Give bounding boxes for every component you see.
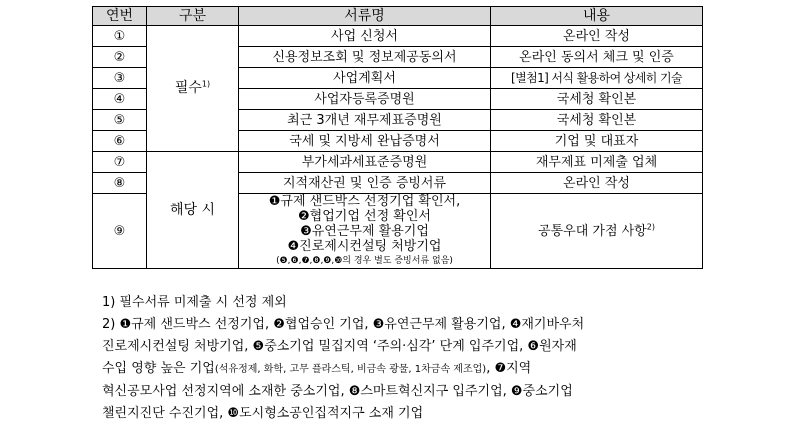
doc-line: ❸유연근무제 활용기업 bbox=[300, 224, 429, 239]
row-document-list bbox=[239, 194, 491, 269]
footnote-2-line: 2) ❶규제 샌드박스 선정기업, ❷협업승인 기업, ❸유연근무제 활용기업, ❹재기바우처 bbox=[102, 317, 585, 332]
row-content: 재무제표 미제출 업체 bbox=[491, 152, 703, 173]
row-no: ⑦ bbox=[93, 152, 147, 173]
row-no: ① bbox=[93, 26, 147, 47]
row-no: ③ bbox=[93, 68, 147, 89]
row-content: 온라인 작성 bbox=[491, 26, 703, 47]
header-no: 연번 bbox=[93, 7, 147, 26]
row-no: ② bbox=[93, 47, 147, 68]
row-document: 사업 신청서 bbox=[239, 26, 491, 47]
doc-note: (❺,❻,❼,❽,❾,❿의 경우 별도 증빙서류 없음) bbox=[276, 256, 453, 266]
row-no: ⑨ bbox=[93, 194, 147, 269]
header-category: 구분 bbox=[147, 7, 239, 26]
footnote-2-line: 진로제시컨설팅 처방기업, ❺중소기업 밀집지역 ‘주의·심각’ 단계 입주기업, ❻원자재 bbox=[102, 339, 577, 354]
row-no: ④ bbox=[93, 89, 147, 110]
documents-table bbox=[92, 6, 703, 269]
row-no: ⑧ bbox=[93, 173, 147, 194]
row-document: 최근 3개년 재무제표증명원 bbox=[239, 110, 491, 131]
row-content: 온라인 동의서 체크 및 인증 bbox=[491, 47, 703, 68]
header-document-name: 서류명 bbox=[239, 7, 491, 26]
row-document: 지적재산권 및 인증 증빙서류 bbox=[239, 173, 491, 194]
category-applicable: 해당 시 bbox=[147, 152, 239, 269]
row-document: 사업계획서 bbox=[239, 68, 491, 89]
row-no: ⑥ bbox=[93, 131, 147, 152]
row-no: ⑤ bbox=[93, 110, 147, 131]
row-content: 국세청 확인본 bbox=[491, 110, 703, 131]
footnote-2-line: 혁신공모사업 선정지역에 소재한 중소기업, ❽스마트혁신지구 입주기업, ❾중소기업 bbox=[102, 384, 573, 399]
table-row bbox=[93, 26, 703, 47]
doc-line: ❷협업기업 선정 확인서 bbox=[298, 209, 431, 224]
footnote-2-line: 챌린지진단 수진기업, ❿도시형소공인집적지구 소재 기업 bbox=[102, 406, 424, 421]
doc-line: ❹진로제시컨설팅 처방기업 bbox=[287, 239, 442, 254]
row-content: 온라인 작성 bbox=[491, 173, 703, 194]
row-document: 신용정보조회 및 정보제공동의서 bbox=[239, 47, 491, 68]
doc-line: ❶규제 샌드박스 선정기업 확인서, bbox=[268, 194, 461, 209]
footnotes bbox=[102, 292, 791, 425]
table-header-row bbox=[93, 7, 703, 26]
row-content: 기업 및 대표자 bbox=[491, 131, 703, 152]
row-document: 사업자등록증명원 bbox=[239, 89, 491, 110]
row-content: 공통우대 가점 사항$^{2)}$ bbox=[491, 194, 703, 269]
row-document: 국세 및 지방세 완납증명서 bbox=[239, 131, 491, 152]
category-required: 필수$^{1)}$ bbox=[147, 26, 239, 152]
footnote-1: 1) 필수서류 미제출 시 선정 제외 bbox=[102, 295, 287, 310]
row-content: [별첨1] 서식 활용하여 상세히 기술 bbox=[491, 68, 703, 89]
footnote-2-line: 수입 영향 높은 기업(석유정제, 화학, 고무 플라스틱, 비금속 광물, 1차금속 제조업), ❼지역 bbox=[102, 361, 532, 376]
row-document: 부가세과세표준증명원 bbox=[239, 152, 491, 173]
header-content: 내용 bbox=[491, 7, 703, 26]
row-content: 국세청 확인본 bbox=[491, 89, 703, 110]
table-row bbox=[93, 152, 703, 173]
